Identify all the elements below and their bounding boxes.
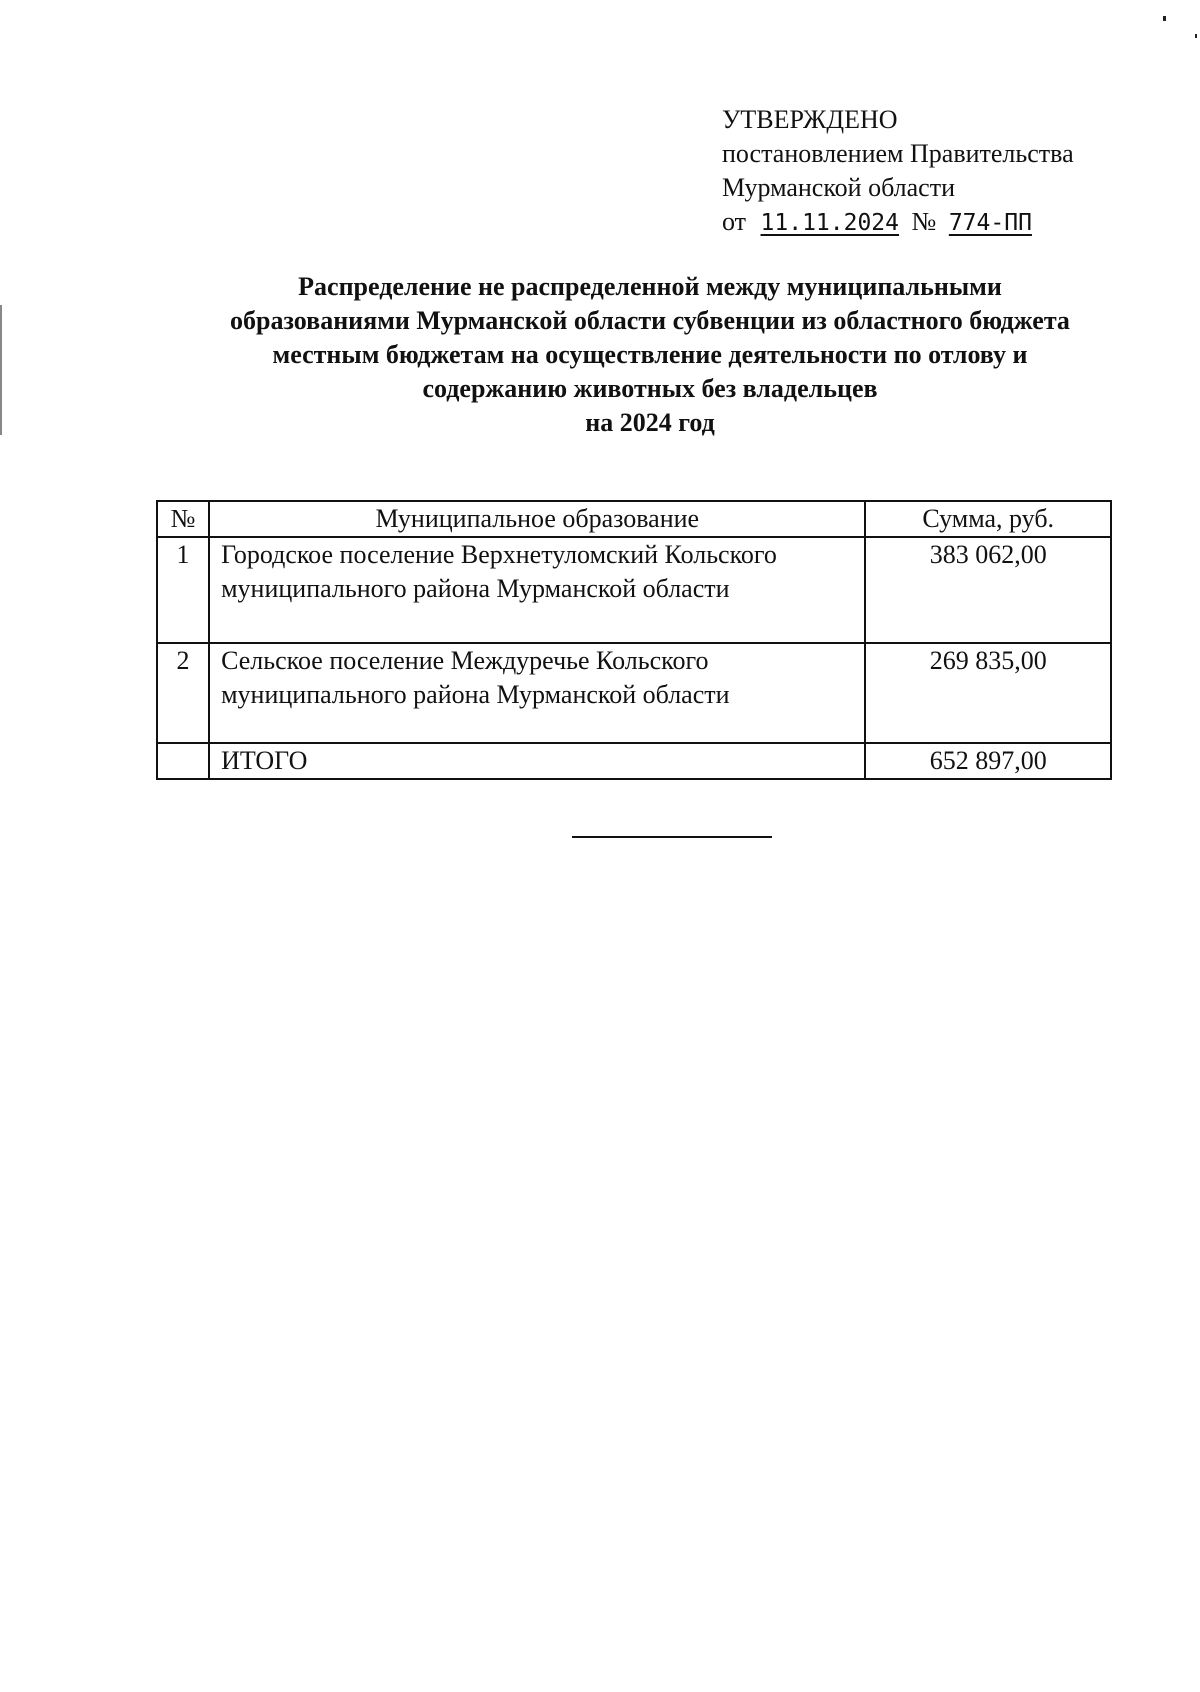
header-sum: Сумма, руб. — [865, 501, 1111, 537]
scan-speck — [1163, 16, 1166, 21]
scan-margin-mark — [0, 305, 2, 435]
document-end-rule — [572, 836, 772, 838]
approval-number: 774-ПП — [948, 210, 1032, 236]
heading-line: на 2024 год — [585, 408, 715, 437]
row-sum: 383 062,00 — [865, 537, 1111, 643]
row-number: 1 — [157, 537, 209, 643]
table-row — [157, 537, 1111, 643]
table-total-row — [157, 743, 1111, 779]
approval-date-line — [722, 205, 1074, 240]
row-number: 2 — [157, 643, 209, 743]
date-prefix: от — [722, 207, 747, 236]
approval-title: УТВЕРЖДЕНО — [722, 105, 898, 134]
total-sum: 652 897,00 — [865, 743, 1111, 779]
document-heading — [150, 270, 1150, 440]
heading-line: местным бюджетам на осуществление деятельности по отлову и — [272, 340, 1028, 369]
header-municipality: Муниципальное образование — [209, 501, 865, 537]
table-row — [157, 643, 1111, 743]
approval-block — [722, 103, 1074, 240]
scan-speck — [1195, 34, 1197, 38]
approval-line-2: Мурманской области — [722, 173, 955, 202]
table-header-row — [157, 501, 1111, 537]
row-sum: 269 835,00 — [865, 643, 1111, 743]
approval-date: 11.11.2024 — [760, 210, 900, 236]
total-number-cell — [157, 743, 209, 779]
approval-line-1: постановлением Правительства — [722, 139, 1074, 168]
number-sign: № — [911, 207, 937, 236]
row-municipality: Сельское поселение Междуречье Кольского муниципального района Мурманской области — [209, 643, 865, 743]
distribution-table — [156, 500, 1112, 780]
header-number: № — [157, 501, 209, 537]
heading-line: содержанию животных без владельцев — [422, 374, 878, 403]
heading-line: Распределение не распределенной между муниципальными — [298, 272, 1002, 301]
row-municipality: Городское поселение Верхнетуломский Кольского муниципального района Мурманской области — [209, 537, 865, 643]
total-label: ИТОГО — [209, 743, 865, 779]
heading-line: образованиями Мурманской области субвенции из областного бюджета — [230, 306, 1070, 335]
